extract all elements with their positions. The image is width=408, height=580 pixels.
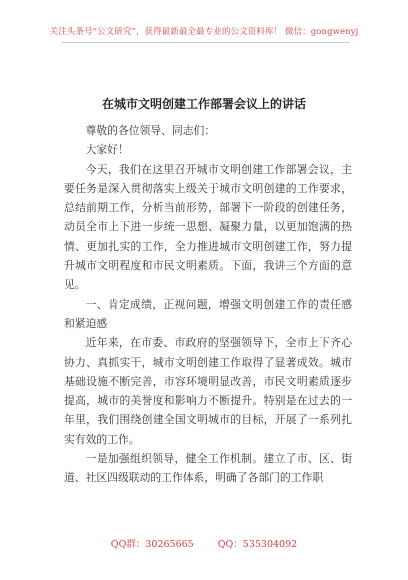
header-note: 关注头条号“公文研究”，获得最新最全最专业的公文资料库！ 微信：gongwenyj [49,27,359,37]
footer-qq-group: QQ群：30265665 [110,539,194,550]
greeting: 大家好！ [85,143,129,157]
body-paragraph: 近年来，在市委、市政府的坚强领导下，全市上下齐心协力、真抓实干，城市文明创建工作取得了显著成效。城市基础设施不断完善，市容环境明显改善，市民文明素质逐步提高，城市的美誉度和影响力不断提升。特别是在过去的一年里，我们围绕创建全国文明城市的目标，开展了一系列扎实有效的工作。 [64,336,352,446]
footer-contact [0,536,408,550]
footer-qq: QQ：535304092 [217,539,298,550]
salutation: 尊敬的各位领导、同志们： [85,124,216,137]
section-heading: 一、肯定成绩，正视问题，增强文明创建工作的责任感和紧迫感 [64,297,352,330]
document-body [64,121,352,488]
document-title: 在城市文明创建工作部署会议上的讲话 [101,97,306,111]
header-divider [62,42,350,43]
body-paragraph: 一是加强组织领导，健全工作机制。建立了市、区、街道、社区四级联动的工作体系，明确了各部门的工作职 [64,452,352,485]
body-paragraph: 今天，我们在这里召开城市文明创建工作部署会议，主要任务是深入贯彻落实上级关于城市文明创建的工作要求，总结前期工作，分析当前形势，部署下一阶段的创建任务，动员全市上下进一步统一思想、凝聚力量，以更加饱满的热情、更加扎实的工作，全力推进城市文明创建工作，努力提升城市文明程度和市民文明素质。下面，我讲三个方面的意见。 [64,162,352,292]
